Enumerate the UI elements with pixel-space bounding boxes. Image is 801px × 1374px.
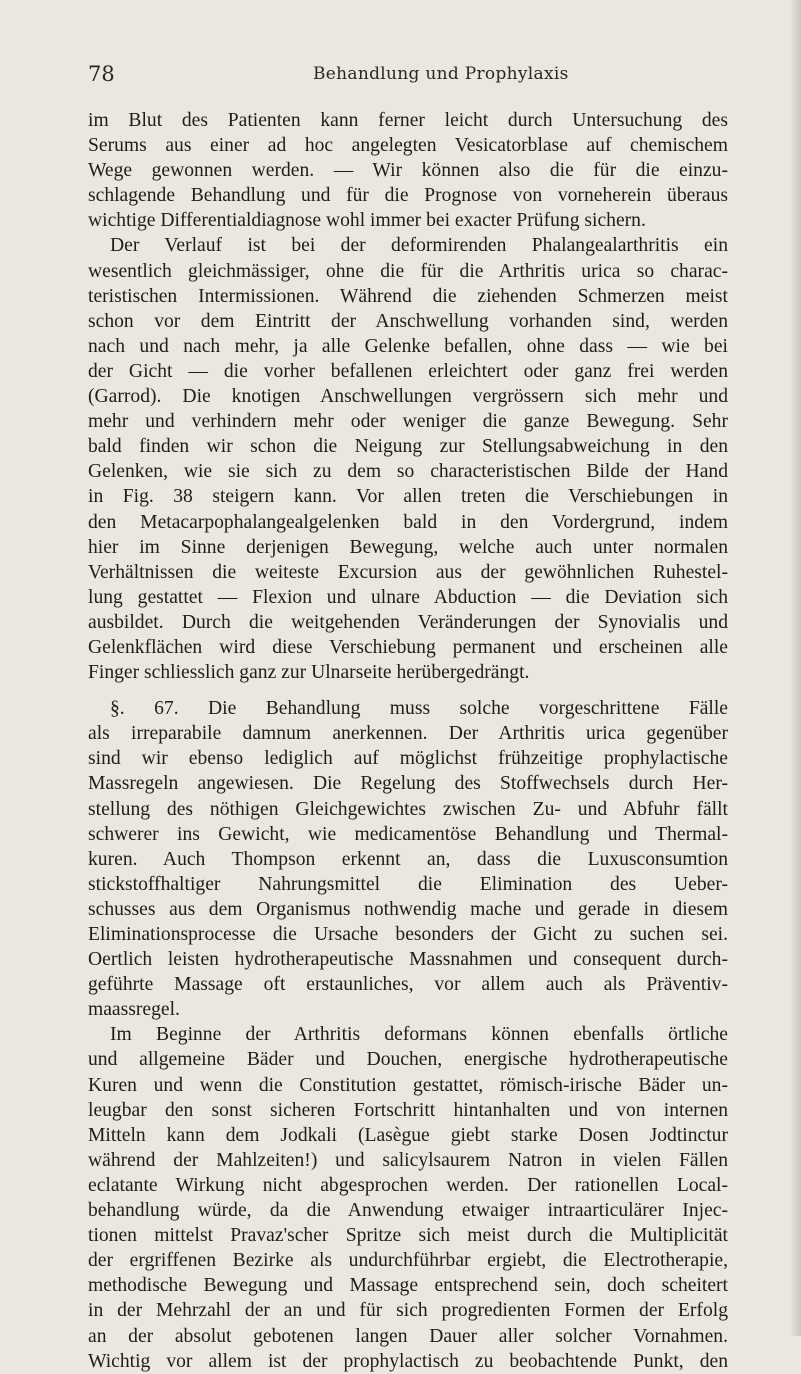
text-line: mehr und verhindern mehr oder weniger die ganze Bewegung. Sehr [88, 411, 728, 433]
text-line: in der Mehrzahl der an und für sich progredienten Formen der Erfolg [88, 1300, 728, 1322]
text-line: teristischen Intermissionen. Während die ziehenden Schmerzen meist [88, 285, 728, 307]
text-line: an der absolut gebotenen langen Dauer aller solcher Vornahmen. [88, 1325, 728, 1347]
text-line: Im Beginne der Arthritis deformans können ebenfalls örtliche [110, 1024, 728, 1046]
text-line: Mitteln kann dem Jodkali (Lasègue giebt starke Dosen Jodtinctur [88, 1124, 728, 1146]
text-line: Eliminationsprocesse die Ursache besonders der Gicht zu suchen sei. [88, 924, 728, 945]
text-line: Der Verlauf ist bei der deformirenden Phalangealarthritis ein [110, 235, 728, 257]
text-line: eclatante Wirkung nicht abgesprochen werden. Der rationellen Local- [88, 1174, 728, 1196]
body-text [88, 108, 728, 1374]
section-heading-line: §. 67. Die Behandlung muss solche vorgeschrittene Fälle [110, 698, 728, 720]
text-line: Serums aus einer ad hoc angelegten Vesicatorblase auf chemischem [88, 135, 728, 157]
text-line: hier im Sinne derjenigen Bewegung, welche auch unter normalen [88, 536, 728, 558]
text-line: als irreparabile damnum anerkennen. Der Arthritis urica gegenüber [88, 723, 728, 745]
paragraph-section-67 [88, 696, 728, 1022]
text-line: Kuren und wenn die Constitution gestattet, römisch-irische Bäder un- [88, 1074, 728, 1096]
text-line: tionen mittelst Pravaz'scher Spritze sich meist durch die Multiplicität [88, 1225, 728, 1247]
text-line: während der Mahlzeiten!) und salicylsaurem Natron in vielen Fällen [88, 1149, 728, 1171]
page-header [88, 62, 728, 88]
page-edge-shadow [789, 0, 801, 1336]
text-line: Finger schliesslich ganz zur Ulnarseite herübergedrängt. [88, 662, 530, 684]
text-line: stickstoffhaltiger Nahrungsmittel die Elimination des Ueber- [88, 873, 728, 895]
text-line: Gelenkflächen wird diese Verschiebung permanent und erscheinen alle [88, 636, 728, 658]
text-line: in Fig. 38 steigern kann. Vor allen treten die Verschiebungen in [88, 486, 728, 508]
text-line: geführte Massage oft erstaunliches, vor allem auch als Präventiv- [88, 974, 728, 996]
text-line: der Gicht — die vorher befallenen erleichtert oder ganz frei werden [88, 360, 728, 382]
text-line: schusses aus dem Organismus nothwendig mache und gerade in diesem [88, 898, 728, 920]
paragraph-diagnosis [88, 108, 728, 233]
text-line: der ergriffenen Bezirke als undurchführbar ergiebt, die Electrotherapie, [88, 1250, 728, 1272]
text-line: schlagende Behandlung und für die Prognose von vorneherein überaus [88, 185, 728, 207]
paragraph-arthritis-deformans [88, 1022, 728, 1373]
text-line: Gelenken, wie sie sich zu dem so characteristischen Bilde der Hand [88, 461, 728, 483]
text-line: bald finden wir schon die Neigung zur Stellungsabweichung in den [88, 436, 728, 458]
text-line: stellung des nöthigen Gleichgewichtes zwischen Zu- und Abfuhr fällt [88, 798, 728, 820]
text-line: sind wir ebenso lediglich auf möglichst frühzeitige prophylactische [88, 748, 728, 770]
text-line: (Garrod). Die knotigen Anschwellungen vergrössern sich mehr und [88, 386, 728, 408]
text-line: wesentlich gleichmässiger, ohne die für die Arthritis urica so charac- [88, 260, 728, 282]
text-line: methodische Bewegung und Massage entsprechend sein, doch scheitert [88, 1275, 728, 1297]
text-line: Wichtig vor allem ist der prophylactisch zu beobachtende Punkt, den [88, 1350, 728, 1372]
text-line: Verhältnissen die weiteste Excursion aus der gewöhnlichen Ruhestel- [88, 561, 728, 583]
text-line: Massregeln angewiesen. Die Regelung des Stoffwechsels durch Her- [88, 773, 728, 795]
text-line: leugbar den sonst sicheren Fortschritt hintanhalten und von internen [88, 1099, 728, 1121]
text-line: schon vor dem Eintritt der Anschwellung vorhanden sind, werden [88, 310, 728, 332]
text-line: schwerer ins Gewicht, wie medicamentöse Behandlung und Thermal- [88, 823, 728, 845]
text-line: kuren. Auch Thompson erkennt an, dass die Luxusconsumtion [88, 848, 728, 870]
text-line: maassregel. [88, 999, 180, 1021]
text-line: behandlung würde, da die Anwendung etwaiger intraarticulärer Injec- [88, 1200, 728, 1222]
text-line: ausbildet. Durch die weitgehenden Veränderungen der Synovialis und [88, 611, 728, 633]
running-head: Behandlung und Prophylaxis [313, 64, 569, 84]
text-line: lung gestattet — Flexion und ulnare Abduction — die Deviation sich [88, 586, 728, 608]
text-line: nach und nach mehr, ja alle Gelenke befallen, ohne dass — wie bei [88, 335, 728, 357]
paragraph-course [88, 233, 728, 685]
text-line: im Blut des Patienten kann ferner leicht durch Untersuchung des [88, 110, 728, 131]
text-line: Wege gewonnen werden. — Wir können also die für die einzu- [88, 160, 728, 182]
text-line: den Metacarpophalangealgelenken bald in den Vordergrund, indem [88, 511, 728, 533]
text-line: wichtige Differentialdiagnose wohl immer bei exacter Prüfung sichern. [88, 210, 646, 232]
page-number: 78 [88, 62, 115, 86]
text-line: und allgemeine Bäder und Douchen, energische hydrotherapeutische [88, 1049, 728, 1071]
text-line: Oertlich leisten hydrotherapeutische Massnahmen und consequent durch- [88, 949, 728, 971]
